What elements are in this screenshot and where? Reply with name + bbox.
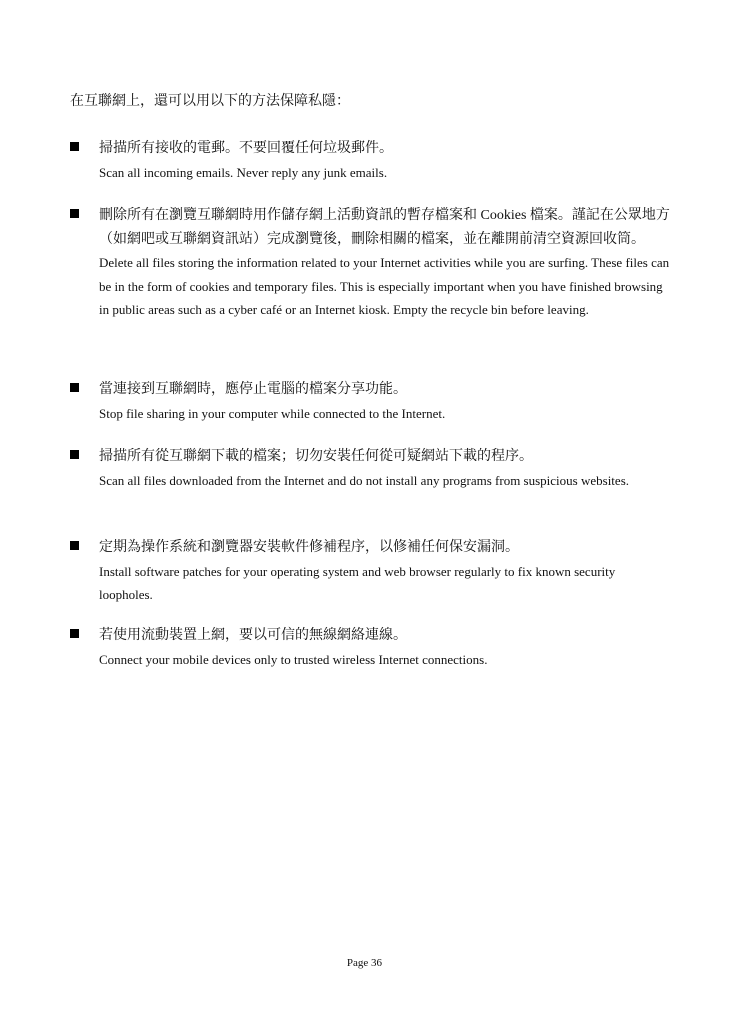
tip-english-text: Install software patches for your operating system and web browser regularly to fix known security loopholes.	[99, 563, 616, 602]
tip-chinese-text: 刪除所有在瀏覽互聯網時用作儲存網上活動資訊的暫存檔案和 Cookies 檔案。謹記在公眾地方（如網吧或互聯網資訊站）完成瀏覽後，刪除相關的檔案，並在離開前清空資源回收筒。	[99, 208, 670, 247]
tip-english-text: Scan all files downloaded from the Internet and do not install any programs from suspicious websites.	[99, 472, 629, 488]
tip-body	[99, 624, 670, 671]
tip-english-text: Stop file sharing in your computer while connected to the Internet.	[99, 405, 446, 421]
tip-body	[99, 536, 670, 607]
tip-chinese-text: 掃描所有從互聯網下載的檔案；切勿安裝任何從可疑網站下載的程序。	[99, 449, 533, 464]
tip-english-text: Connect your mobile devices only to trusted wireless Internet connections.	[99, 651, 488, 667]
square-bullet-icon	[70, 209, 79, 218]
square-bullet-icon	[70, 541, 79, 550]
tip-body	[99, 445, 670, 492]
tip-chinese-text: 當連接到互聯網時，應停止電腦的檔案分享功能。	[99, 382, 407, 397]
square-bullet-icon	[70, 383, 79, 392]
square-bullet-icon	[70, 450, 79, 459]
tip-chinese-text: 若使用流動裝置上網，要以可信的無線網絡連線。	[99, 628, 407, 643]
tip-body	[99, 137, 670, 184]
page-number: Page 36	[346, 957, 383, 969]
tip-english-text: Scan all incoming emails. Never reply any junk emails.	[99, 164, 388, 180]
tip-body	[99, 378, 670, 425]
square-bullet-icon	[70, 142, 79, 151]
square-bullet-icon	[70, 629, 79, 638]
tip-english-text: Delete all files storing the information related to your Internet activities while you are surfing. These files can be in the form of cookies and temporary files. This is especially important when you have finished browsing in public areas such as a cyber café or an Internet kiosk. Empty the recycle bin before leaving.	[99, 255, 670, 317]
tip-body	[99, 204, 670, 322]
tip-chinese-text: 定期為操作系統和瀏覽器安裝軟件修補程序，以修補任何保安漏洞。	[99, 540, 519, 555]
intro-text: 在互聯網上，還可以用以下的方法保障私隱：	[70, 94, 350, 109]
tip-chinese-text: 掃描所有接收的電郵。不要回覆任何垃圾郵件。	[99, 141, 393, 156]
